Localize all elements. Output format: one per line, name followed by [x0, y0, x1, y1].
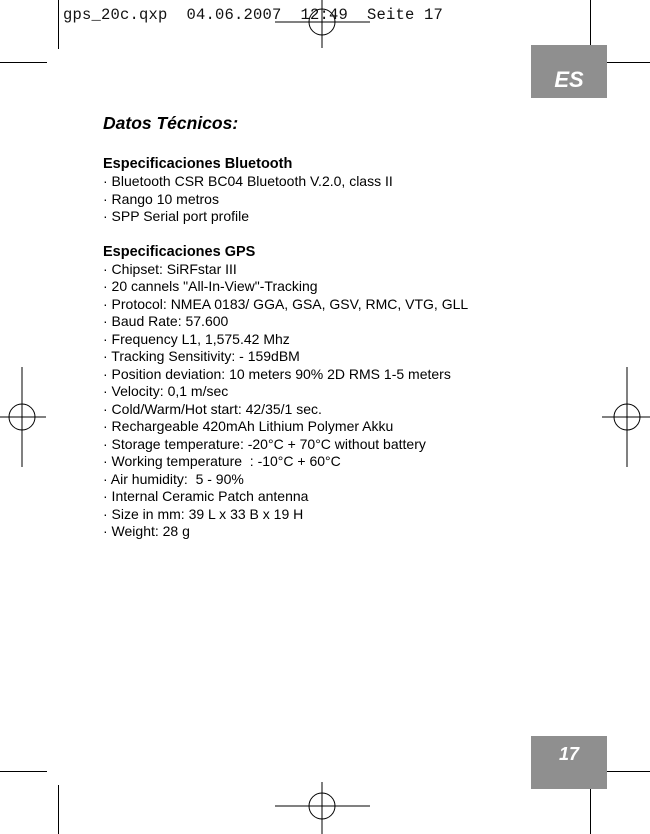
print-slug: gps_20c.qxp 04.06.2007 12:49 Seite 17: [63, 6, 444, 24]
section-title-gps: Especificaciones GPS: [103, 243, 256, 260]
list-item: · Tracking Sensitivity: - 159dBM: [103, 348, 300, 364]
list-item: · Baud Rate: 57.600: [103, 313, 229, 329]
list-item: · Bluetooth CSR BC04 Bluetooth V.2.0, class II: [103, 173, 393, 189]
page-number: 17: [531, 736, 607, 789]
crop-mark: [590, 0, 591, 49]
list-item: · Weight: 28 g: [103, 523, 190, 539]
tech-specs: [103, 112, 523, 541]
list-item: · Storage temperature: -20°C + 70°C without battery: [103, 435, 426, 452]
list-item: · Air humidity: 5 - 90%: [103, 470, 244, 487]
list-item: · Cold/Warm/Hot start: 42/35/1 sec.: [103, 400, 322, 417]
registration-mark-bottom: [270, 780, 375, 834]
registration-mark-right: [600, 365, 650, 470]
crop-mark: [0, 771, 47, 772]
list-item: · Size in mm: 39 L x 33 B x 19 H: [103, 505, 304, 522]
list-item: · Internal Ceramic Patch antenna: [103, 488, 309, 504]
list-item: · Frequency L1, 1,575.42 Mhz: [103, 330, 290, 347]
crop-mark: [58, 785, 59, 834]
list-item: · Working temperature : -10°C + 60°C: [103, 453, 341, 469]
crop-mark: [603, 62, 650, 63]
crop-mark: [0, 62, 47, 63]
page-title: Datos Técnicos:: [103, 113, 239, 133]
crop-mark: [603, 771, 650, 772]
list-item: · Velocity: 0,1 m/sec: [103, 383, 229, 399]
list-item: · Protocol: NMEA 0183/ GGA, GSA, GSV, RMC, VTG, GLL: [103, 295, 469, 312]
language-tab: ES: [531, 45, 607, 98]
section-title-bluetooth: Especificaciones Bluetooth: [103, 156, 293, 172]
list-item: · 20 cannels "All-In-View"-Tracking: [103, 278, 318, 294]
list-item: · Rechargeable 420mAh Lithium Polymer Akku: [103, 418, 394, 434]
list-item: · Chipset: SiRFstar III: [103, 260, 237, 277]
list-item: · Position deviation: 10 meters 90% 2D RMS 1-5 meters: [103, 365, 451, 382]
registration-mark-left: [0, 365, 48, 470]
list-item: · SPP Serial port profile: [103, 208, 250, 224]
crop-mark: [58, 0, 59, 49]
list-item: · Rango 10 metros: [103, 190, 219, 207]
crop-mark: [590, 785, 591, 834]
